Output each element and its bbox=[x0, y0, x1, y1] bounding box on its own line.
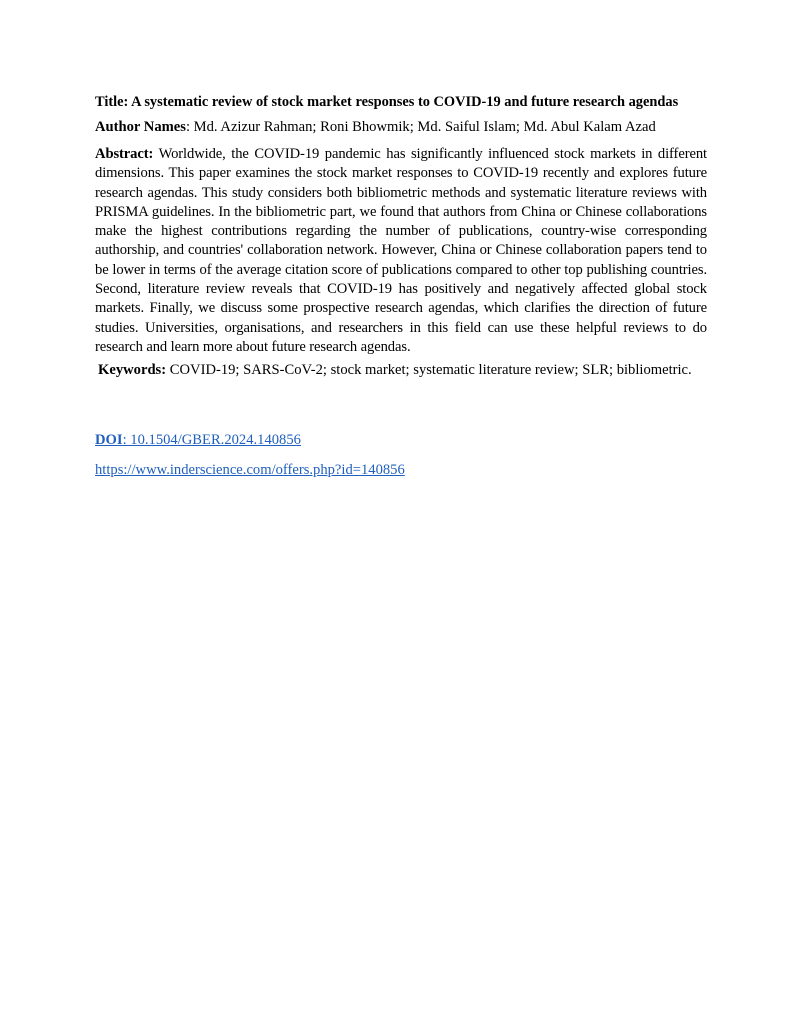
doi-link[interactable] bbox=[95, 432, 301, 448]
title-label: Title: bbox=[95, 94, 129, 110]
offer-url-link[interactable]: https://www.inderscience.com/offers.php?id=140856 bbox=[95, 462, 405, 478]
keywords-line bbox=[98, 362, 707, 379]
paper-title bbox=[95, 94, 707, 111]
url-line bbox=[95, 462, 405, 479]
abstract-text: Worldwide, the COVID-19 pandemic has significantly influenced stock markets in different dimensions. This paper examines the stock market responses to COVID-19 recently and explores future research agendas. This study considers both bibliometric methods and systematic literature reviews with PRISMA guidelines. In the bibliometric part, we found that authors from China or Chinese collaborations make the highest contributions regarding the number of publications, country-wise corresponding authorship, and countries' collaboration network. However, China or Chinese collaboration papers tend to be lower in terms of the average citation score of publications compared to other top publishing countries. Second, literature review reveals that COVID-19 has positively and negatively affected global stock markets. Finally, we discuss some prospective research agendas, which clarifies the direction of future studies. Universities, organisations, and researchers in this field can use these helpful reviews to do research and learn more about future research agendas. bbox=[95, 146, 707, 355]
authors-label: Author Names bbox=[95, 119, 186, 135]
document-body bbox=[95, 94, 707, 379]
doi-text: : 10.1504/GBER.2024.140856 bbox=[122, 432, 301, 448]
keywords-text: COVID-19; SARS-CoV-2; stock market; systematic literature review; SLR; bibliometric. bbox=[169, 362, 692, 379]
author-names bbox=[95, 119, 707, 136]
abstract-paragraph bbox=[95, 145, 707, 357]
links-section bbox=[95, 432, 405, 479]
abstract-label: Abstract: bbox=[95, 146, 154, 162]
doi-line bbox=[95, 432, 405, 449]
authors-text: : Md. Azizur Rahman; Roni Bhowmik; Md. Saiful Islam; Md. Abul Kalam Azad bbox=[185, 119, 656, 135]
keywords-label: Keywords: bbox=[98, 362, 167, 379]
doi-label: DOI bbox=[95, 432, 123, 448]
title-text: A systematic review of stock market responses to COVID-19 and future research agendas bbox=[131, 94, 679, 110]
